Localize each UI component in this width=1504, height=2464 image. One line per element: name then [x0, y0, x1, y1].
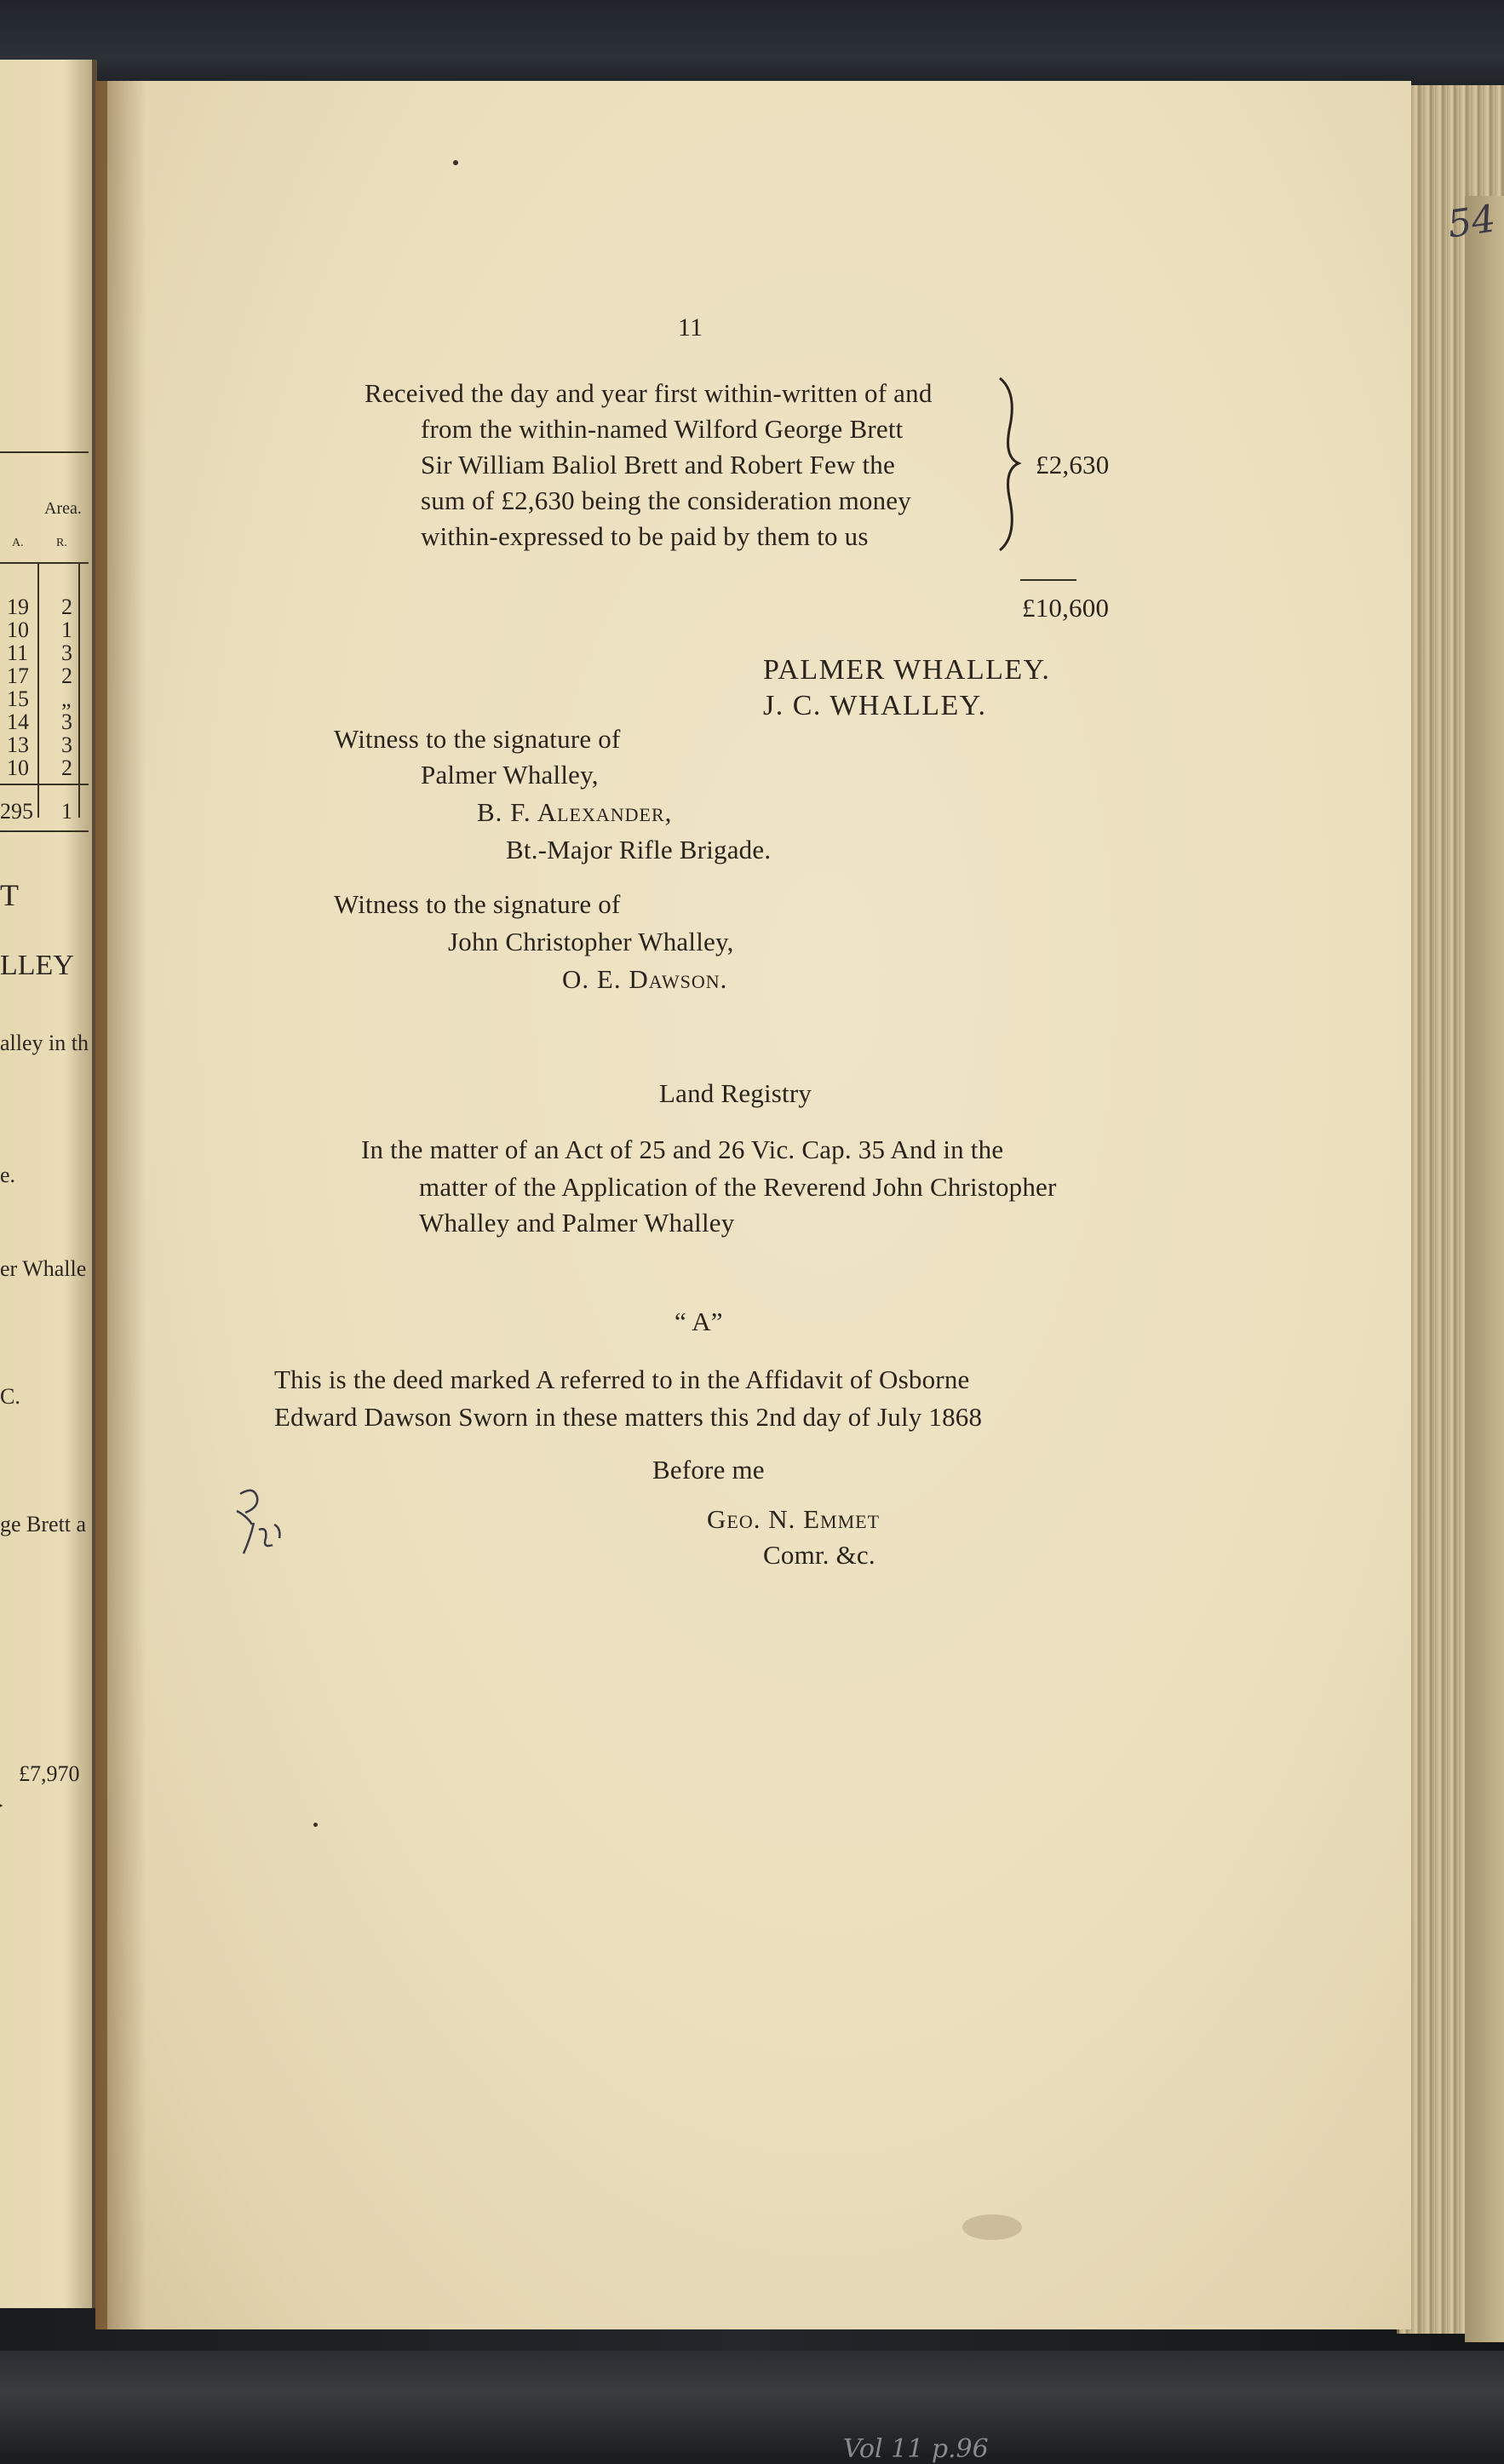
left-row: 11 — [7, 640, 29, 665]
deed-line: This is the deed marked A referred to in the Affidavit of Osborne — [274, 1364, 970, 1394]
volume-pencil-label: Vol 11 p.96 — [843, 2434, 989, 2464]
deed-line: Edward Dawson Sworn in these matters this 2nd day of July 1868 — [274, 1402, 983, 1432]
witness-name: O. E. Dawson. — [562, 964, 728, 994]
signatory: PALMER WHALLEY. — [763, 654, 1051, 686]
bottom-binding-edge — [0, 2351, 1504, 2454]
left-row-r: 3 — [61, 709, 72, 734]
before-me: Before me — [652, 1455, 765, 1485]
commissioner-name: Geo. N. Emmet — [707, 1504, 881, 1534]
exhibit-mark: “ A” — [675, 1307, 723, 1336]
paper-stain — [962, 2214, 1022, 2240]
left-row-r: 2 — [61, 663, 72, 688]
page-number: 11 — [678, 313, 703, 342]
ink-speck — [313, 1823, 318, 1827]
left-brace-icon — [0, 1695, 17, 1916]
receipt-line: sum of £2,630 being the consideration money — [421, 485, 911, 515]
left-col-r: R. — [56, 537, 67, 549]
left-row: 14 — [7, 709, 29, 734]
left-total: 295 — [0, 799, 33, 824]
page-edge-tab — [1465, 196, 1504, 2342]
left-row: 10 — [7, 755, 29, 780]
left-row: 17 — [7, 663, 29, 688]
witness-for: John Christopher Whalley, — [448, 927, 734, 956]
witness-for: Palmer Whalley, — [421, 760, 599, 790]
left-row-r: „ — [61, 686, 72, 711]
signatory: J. C. WHALLEY. — [763, 690, 987, 721]
left-row: 10 — [7, 617, 29, 642]
left-page-fragment — [0, 60, 97, 2308]
receipt-line: Sir William Baliol Brett and Robert Few the — [421, 450, 895, 480]
page-gutter-shadow — [95, 81, 146, 2329]
commissioner-title: Comr. &c. — [763, 1540, 875, 1570]
left-fragment: er Whalle — [0, 1256, 87, 1281]
witness-label: Witness to the signature of — [334, 724, 621, 754]
left-fragment: e. — [0, 1163, 16, 1187]
left-col-a: A. — [12, 537, 24, 549]
receipt-amount: £2,630 — [1036, 450, 1110, 480]
left-row-r: 3 — [61, 640, 72, 665]
left-fragment: T — [0, 878, 19, 912]
curly-brace-icon — [995, 375, 1032, 554]
left-row-r: 2 — [61, 755, 72, 780]
total-rule — [1020, 579, 1076, 581]
left-fragment: LLEY — [0, 950, 74, 981]
witness-label: Witness to the signature of — [334, 889, 621, 919]
receipt-total: £10,600 — [1022, 593, 1110, 623]
left-row-r: 3 — [61, 732, 72, 757]
receipt-line: Received the day and year first within-written of and — [365, 378, 933, 408]
matter-line: matter of the Application of the Reverend John Christopher — [419, 1172, 1057, 1202]
ink-speck — [453, 160, 458, 165]
receipt-line: from the within-named Wilford George Brett — [421, 414, 904, 444]
left-row-r: 2 — [61, 594, 72, 619]
left-fragment: alley in th — [0, 1031, 89, 1055]
left-fragment: £7,970 — [19, 1761, 80, 1786]
registry-heading: Land Registry — [659, 1078, 812, 1108]
top-binding-edge — [0, 0, 1504, 94]
witness-name: B. F. Alexander, — [477, 797, 673, 827]
left-row: 15 — [7, 686, 29, 711]
left-row-r: 1 — [61, 617, 72, 642]
pencil-initials-icon — [228, 1485, 296, 1562]
left-row: 13 — [7, 732, 29, 757]
left-row: 19 — [7, 594, 29, 619]
left-fragment: ge Brett a — [0, 1512, 87, 1536]
receipt-line: within-expressed to be paid by them to us — [421, 521, 869, 551]
left-fragment: C. — [0, 1384, 20, 1409]
folio-pencil-note: 54 — [1444, 197, 1499, 247]
left-total-r: 1 — [61, 799, 72, 824]
matter-line: In the matter of an Act of 25 and 26 Vic. Cap. 35 And in the — [361, 1134, 1004, 1164]
witness-title: Bt.-Major Rifle Brigade. — [506, 835, 772, 864]
left-area-header: Area. — [44, 499, 82, 518]
matter-line: Whalley and Palmer Whalley — [419, 1208, 735, 1238]
